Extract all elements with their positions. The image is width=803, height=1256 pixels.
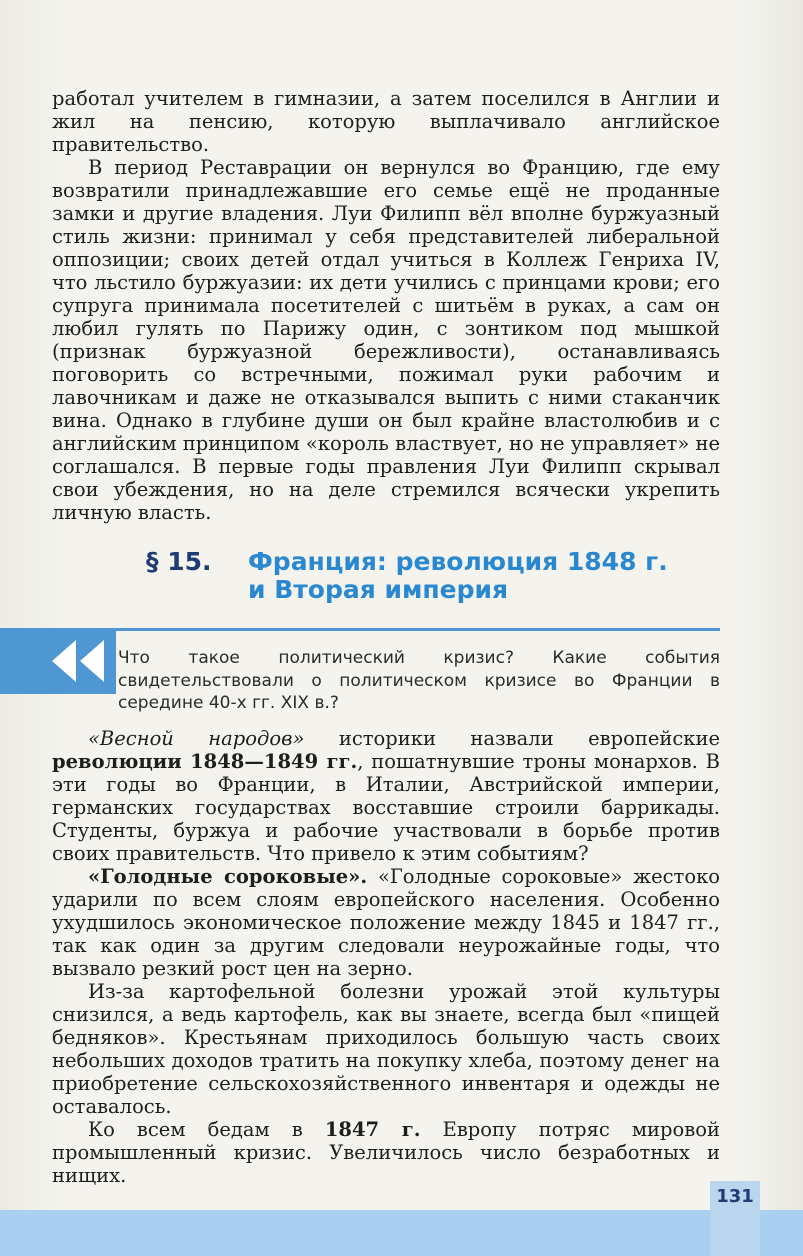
text-run: «Голодные сороковые» жестоко ударили по всем слоям европейского населения. Особенно ухудшилось экономическое положение между 1845 и 1847 гг., так как один за другим следовали неурожайные годы, что вызвало резкий рост цен на зерно. bbox=[52, 865, 720, 980]
subheading-inline: «Голодные сороковые». bbox=[88, 865, 368, 888]
question-rule bbox=[116, 628, 720, 631]
paragraph bbox=[52, 727, 720, 865]
bold-term: 1847 г. bbox=[324, 1118, 421, 1141]
paragraph bbox=[52, 1118, 720, 1187]
paragraph: работал учителем в гимназии, а затем поселился в Англии и жил на пенсию, которую выплачивало английское правительство. bbox=[52, 87, 720, 156]
text-run: Европу потряс мировой промышленный кризис. Увеличилось число безработных и нищих. bbox=[52, 1118, 720, 1187]
page-number: 131 bbox=[716, 1186, 754, 1207]
text-run: Ко всем бедам в bbox=[88, 1118, 325, 1141]
question-marker bbox=[0, 628, 116, 694]
bold-term: революции 1848—1849 гг. bbox=[52, 750, 358, 773]
section-title-line-1: Франция: революция 1848 г. bbox=[248, 547, 668, 576]
text-run: историки назвали европейские bbox=[304, 727, 721, 750]
text-block-main bbox=[52, 727, 720, 1187]
double-left-arrow-icon bbox=[50, 638, 110, 684]
paragraph: В период Реставрации он вернулся во Францию, где ему возвратили принадлежавшие его семье ещё не проданные замки и другие владения. Луи Филипп вёл вполне буржуазный стиль жизни: принимал у себя представителей либеральной оппозиции; своих детей отдал учиться в Коллеж Генриха IV, что льстило буржуазии: их дети учились с принцами крови; его супруга принимала посетителей с шитьём в руках, а сам он любил гулять по Парижу один, с зонтиком под мышкой (признак буржуазной бережливости), останавливаясь поговорить со встречными, пожимал руки рабочим и лавочникам и даже не отказывался выпить с ними стаканчик вина. Однако в глубине души он был крайне властолюбив и с английским принципом «король властвует, но не управляет» не соглашался. В первые годы правления Луи Филипп скрывал свои убеждения, но на деле стремился всячески укрепить личную власть. bbox=[52, 156, 720, 524]
section-number: § 15. bbox=[146, 547, 212, 576]
paragraph bbox=[52, 865, 720, 980]
review-question: Что такое политический кризис? Какие события свидетельствовали о политическом кризисе во Франции в середине 40-х гг. XIX в.? bbox=[118, 648, 720, 713]
text-run: , пошатнувшие троны монархов. В эти годы во Франции, в Италии, Австрийской империи, германских государствах восставшие строили баррикады. Студенты, буржуа и рабочие участвовали в борьбе против своих правительств. Что привело к этим событиям? bbox=[52, 750, 720, 865]
text-block-top bbox=[52, 87, 720, 524]
italic-term: «Весной народов» bbox=[88, 727, 305, 750]
paragraph: Из-за картофельной болезни урожай этой культуры снизился, а ведь картофель, как вы знаете, всегда был «пищей бедняков». Крестьянам приходилось большую часть своих небольших доходов тратить на покупку хлеба, поэтому денег на приобретение сельскохозяйственного инвентаря и одежды не оставалось. bbox=[52, 980, 720, 1118]
section-title-line-2: и Вторая империя bbox=[248, 575, 509, 604]
bottom-color-band bbox=[0, 1210, 803, 1256]
